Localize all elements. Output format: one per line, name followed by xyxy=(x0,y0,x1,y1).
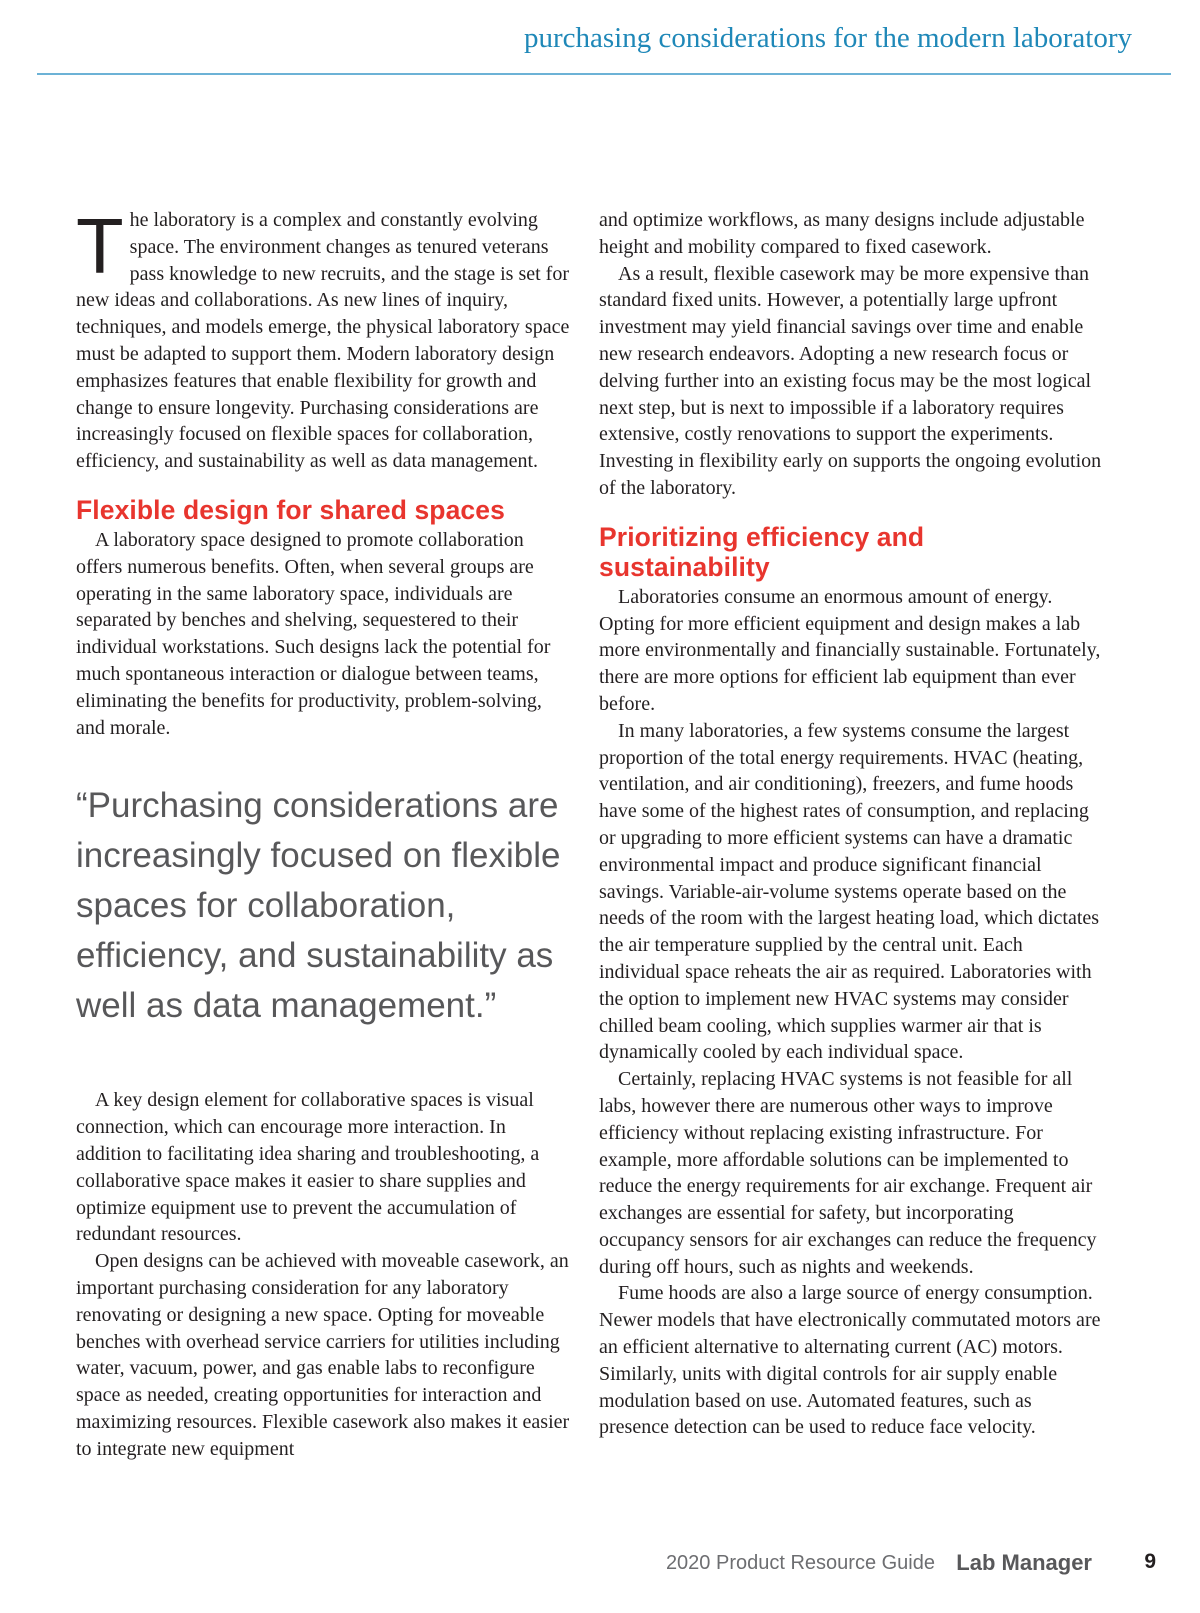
left-column xyxy=(76,202,574,1463)
running-title: purchasing considerations for the modern laboratory xyxy=(523,22,1132,54)
paragraph: In many laboratories, a few systems consume the largest proportion of the total energy requirements. HVAC (heating, ventilation, and air conditioning), freezers, and fume hoods have some of the highest rates of consumption, and replacing or upgrading to more efficient systems can have a dramatic environmental impact and produce significant financial savings. Variable-air-volume systems operate based on the needs of the room with the largest heating load, which dictates the air temperature supplied by the central unit. Each individual space reheats the air as required. Laboratories with the option to implement new HVAC systems may consider chilled beam cooling, which supplies warmer air that is dynamically cooled by each individual space. xyxy=(599,719,1100,1064)
magazine-name: Lab Manager xyxy=(956,1550,1092,1575)
right-column xyxy=(599,207,1102,1441)
paragraph: Open designs can be achieved with moveable casework, an important purchasing consideration for any laboratory renovating or designing a new space. Opting for moveable benches with overhead service carriers for utilities including water, vacuum, power, and gas enable labs to reconfigure space as needed, creating opportunities for interaction and maximizing resources. Flexible casework also makes it easier to integrate new equipment xyxy=(76,1250,570,1460)
section-heading-flexible-design: Flexible design for shared spaces xyxy=(76,494,505,525)
paragraph: A laboratory space designed to promote collaboration offers numerous benefits. Often, when several groups are operating in the same laboratory space, individuals are separated by benches and shelving, sequestered to their individual workstations. Such designs lack the potential for much spontaneous interaction or dialogue between teams, eliminating the benefits for productivity, problem-solving, and morale. xyxy=(76,528,551,739)
paragraph: A key design element for collaborative spaces is visual connection, which can encourage more interaction. In addition to facilitating idea sharing and troubleshooting, a collaborative space makes it easier to share supplies and optimize equipment use to prevent the accumulation of redundant resources. xyxy=(76,1089,540,1246)
paragraph: As a result, flexible casework may be more expensive than standard fixed units. However, a potentially large upfront investment may yield financial savings over time and enable new research endeavors. Adopting a new research focus or delving further into an existing focus may be the most logical next step, but is next to impossible if a laboratory requires extensive, costly renovations to support the experiments. Investing in flexibility early on supports the ongoing evolution of the laboratory. xyxy=(599,262,1102,499)
intro-text: he laboratory is a complex and constantly evolving space. The environment changes as tenured veterans pass knowledge to new recruits, and the stage is set for new ideas and collaborations. As new lines of inquiry, techniques, and models emerge, the physical laboratory space must be adapted to support them. Modern laboratory design emphasizes features that enable flexibility for growth and change to ensure longevity. Purchasing considerations are increasingly focused on flexible spaces for collaboration, efficiency, and sustainability as well as data management. xyxy=(76,209,570,473)
page-footer xyxy=(0,1552,1200,1582)
drop-cap: T xyxy=(76,202,124,290)
pull-quote: “Purchasing considerations are increasingly focused on flexible spaces for collaboration, efficiency, and sustainability as well as data management.” xyxy=(76,786,561,1026)
page-number: 9 xyxy=(1144,1550,1156,1573)
paragraph: and optimize workflows, as many designs include adjustable height and mobility compared to fixed casework. xyxy=(599,209,1085,258)
header-rule xyxy=(37,73,1171,75)
guide-title: 2020 Product Resource Guide xyxy=(665,1552,935,1574)
paragraph: Fume hoods are also a large source of energy consumption. Newer models that have electronically commutated motors are an efficient alternative to alternating current (AC) motors. Similarly, units with digital controls for air supply enable modulation based on use. Automated features, such as presence detection can be used to reduce face velocity. xyxy=(599,1282,1101,1439)
intro-paragraph xyxy=(76,202,574,475)
paragraph: Laboratories consume an enormous amount of energy. Opting for more efficient equipment and design makes a lab more environmentally and financially sustainable. Fortunately, there are more options for efficient lab equipment than ever before. xyxy=(599,585,1101,715)
paragraph: Certainly, replacing HVAC systems is not feasible for all labs, however there are numerous other ways to improve efficiency without replacing existing infrastructure. For example, more affordable solutions can be implemented to reduce the energy requirements for air exchange. Frequent air exchanges are essential for safety, but incorporating occupancy sensors for air exchanges can reduce the frequency during off hours, such as nights and weekends. xyxy=(599,1068,1097,1278)
section-heading-efficiency: Prioritizing efficiency and sustainability xyxy=(599,521,925,582)
